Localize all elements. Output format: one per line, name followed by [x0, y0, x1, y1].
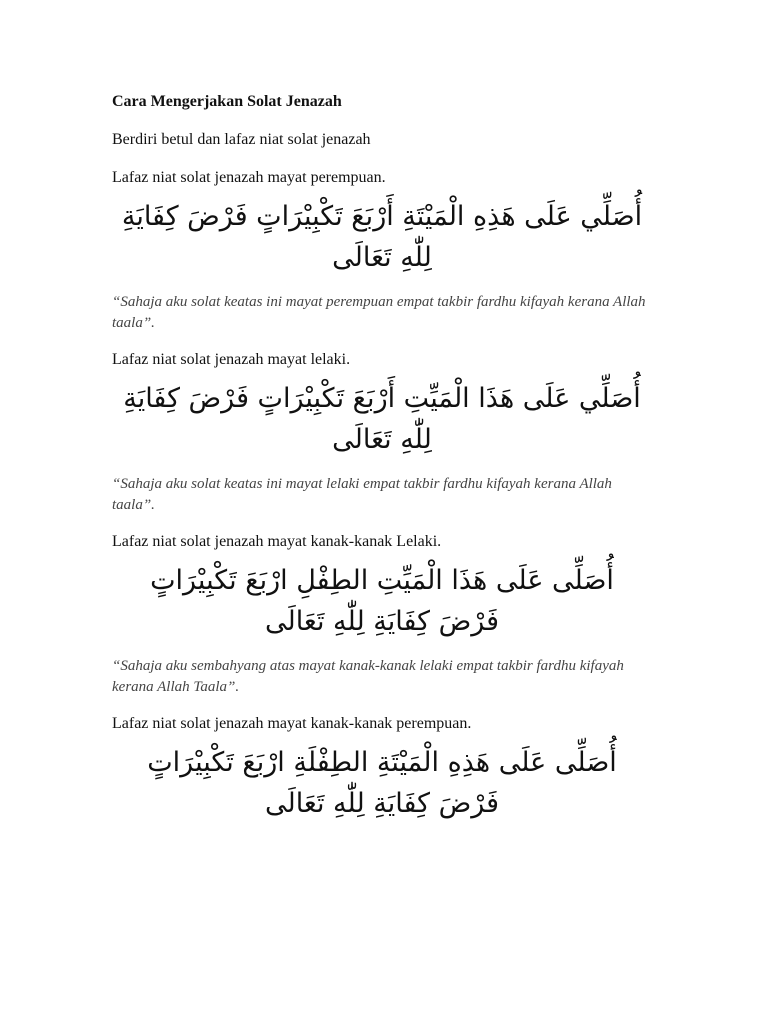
arabic-niat-text: أُصَلِّى عَلَى هَذِهِ الْمَيْتَةِ الطِفْلَةِ ارْبَعَ تَكْبِيْرَاتٍ فَرْضَ كِفَايَةِ لِلّٰهِ تَعَالَى	[147, 747, 617, 819]
translation-text: “Sahaja aku solat keatas ini mayat perempuan empat takbir fardhu kifayah kerana Allah taala”.	[112, 294, 646, 331]
section-mayat-perempuan	[112, 168, 652, 334]
intro-text: Berdiri betul dan lafaz niat solat jenazah	[112, 131, 371, 148]
arabic-niat-text: أُصَلِّي عَلَى هَذِهِ الْمَيْتَةِ أَرْبَعَ تَكْبِيْرَاتٍ فَرْضَ كِفَايَةِ لِلّٰهِ تَعَالَى	[121, 201, 643, 273]
translation-text: “Sahaja aku solat keatas ini mayat lelaki empat takbir fardhu kifayah kerana Allah taala”.	[112, 476, 612, 513]
section-heading: Lafaz niat solat jenazah mayat lelaki.	[112, 351, 351, 368]
section-heading: Lafaz niat solat jenazah mayat kanak-kanak Lelaki.	[112, 533, 442, 550]
arabic-niat-text: أُصَلِّي عَلَى هَذَا الْمَيِّتِ أَرْبَعَ تَكْبِيْرَاتٍ فَرْضَ كِفَايَةِ لِلّٰهِ تَعَالَى	[123, 383, 641, 455]
document-title: Cara Mengerjakan Solat Jenazah	[112, 93, 342, 110]
section-kanak-kanak-perempuan	[112, 714, 652, 824]
section-mayat-lelaki	[112, 350, 652, 516]
section-heading: Lafaz niat solat jenazah mayat perempuan.	[112, 169, 386, 186]
arabic-niat-text: أُصَلِّى عَلَى هَذَا الْمَيِّتِ الطِفْلِ ارْبَعَ تَكْبِيْرَاتٍ فَرْضَ كِفَايَةِ لِلّٰهِ تَعَالَى	[150, 565, 614, 637]
document-page	[112, 92, 652, 838]
section-kanak-kanak-lelaki	[112, 532, 652, 698]
section-heading: Lafaz niat solat jenazah mayat kanak-kanak perempuan.	[112, 715, 472, 732]
translation-text: “Sahaja aku sembahyang atas mayat kanak-kanak lelaki empat takbir fardhu kifayah kerana Allah Taala”.	[112, 658, 624, 695]
